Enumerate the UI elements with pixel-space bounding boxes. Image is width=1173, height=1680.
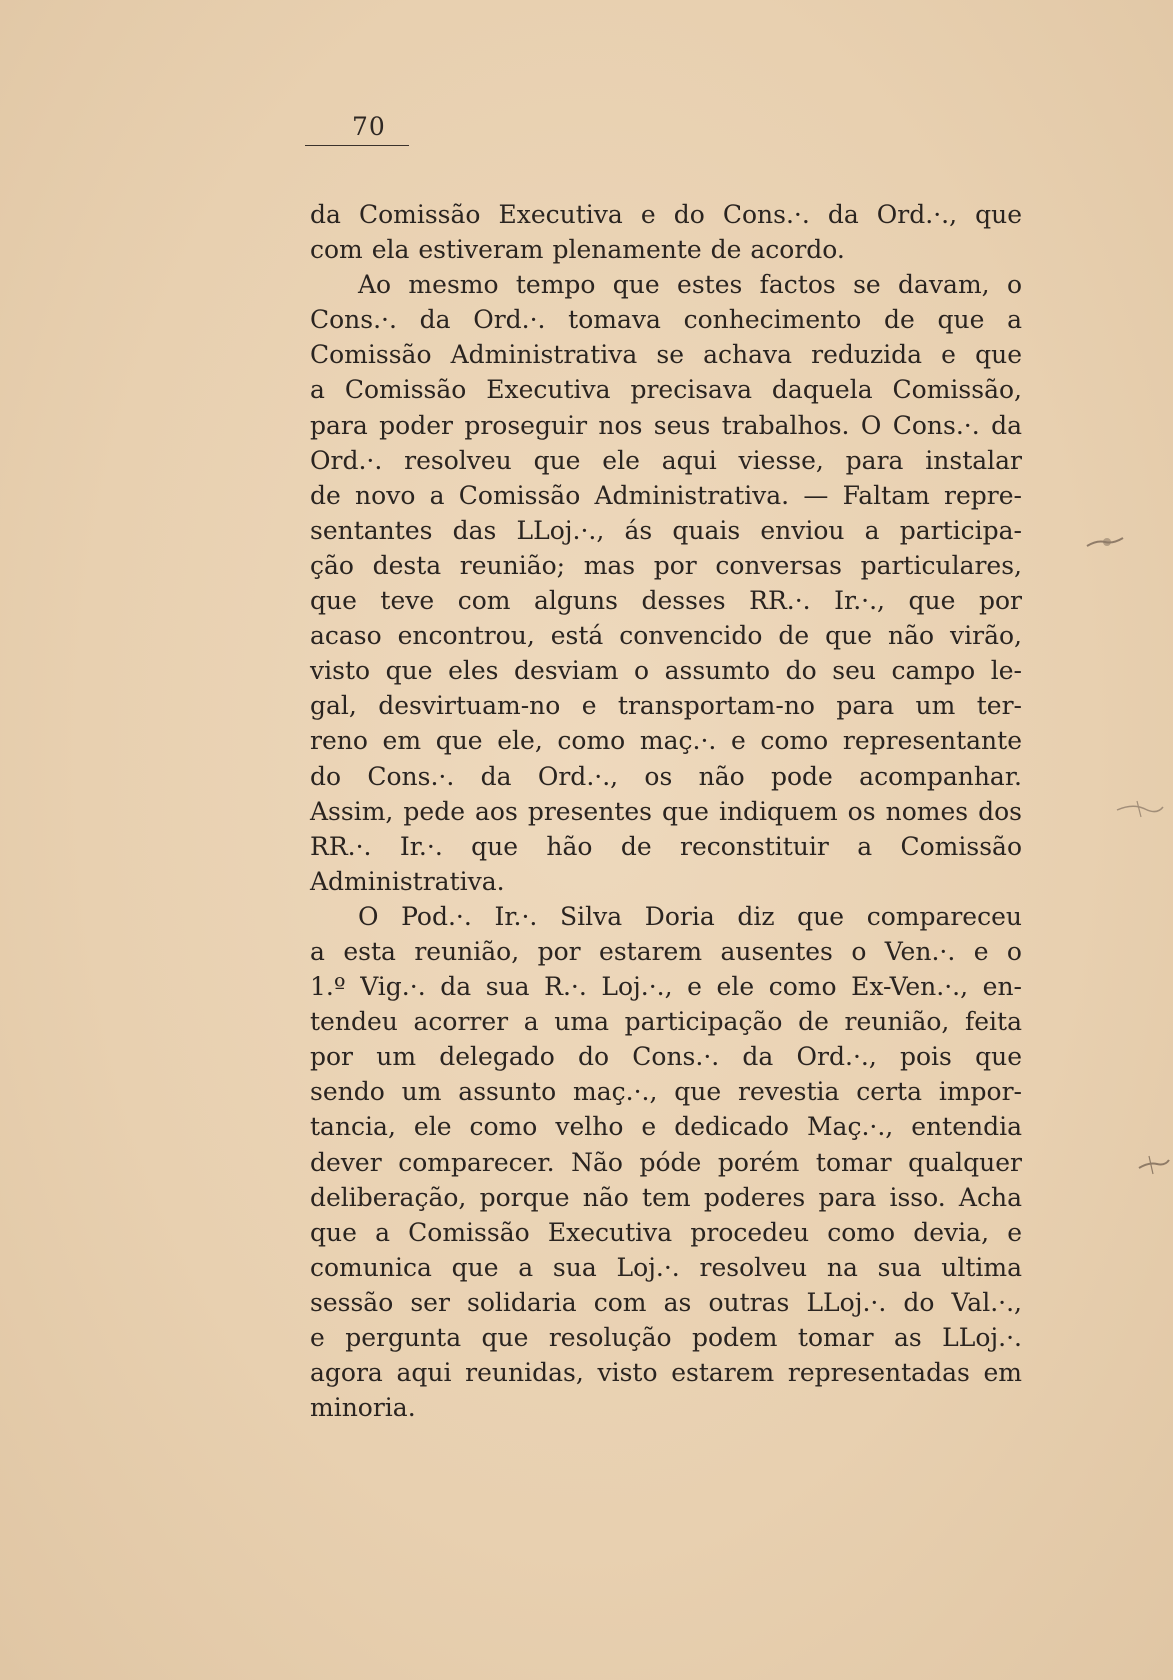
text-line: comunica que a sua Loj.·. resolveu na sua ultima xyxy=(310,1252,1022,1282)
page-number: 70 xyxy=(352,112,386,141)
text-line: ção desta reunião; mas por conversas particulares, xyxy=(310,550,1022,580)
text-line: com ela estiveram plenamente de acordo. xyxy=(310,235,845,265)
text-line: para poder proseguir nos seus trabalhos. O Cons.·. da xyxy=(310,410,1022,440)
text-line: 1.º Vig.·. da sua R.·. Loj.·., e ele como Ex-Ven.·., en- xyxy=(310,972,1022,1002)
margin-smudge-icon xyxy=(1135,1150,1171,1178)
text-line: O Pod.·. Ir.·. Silva Doria diz que compareceu xyxy=(358,901,1022,931)
text-line: RR.·. Ir.·. que hão de reconstituir a Comissão xyxy=(310,831,1022,861)
text-line: tancia, ele como velho e dedicado Maç.·., entendia xyxy=(310,1112,1022,1142)
text-line: Ord.·. resolveu que ele aqui viesse, para instalar xyxy=(310,445,1022,475)
body-text xyxy=(310,197,1022,1425)
text-line: dever comparecer. Não póde porém tomar qualquer xyxy=(310,1147,1022,1177)
text-line: sentantes das LLoj.·., ás quais enviou a participa- xyxy=(310,515,1022,545)
text-line: por um delegado do Cons.·. da Ord.·., pois que xyxy=(310,1042,1022,1072)
text-line: agora aqui reunidas, visto estarem representadas em xyxy=(310,1358,1022,1388)
text-line: minoria. xyxy=(310,1393,416,1423)
text-line: reno em que ele, como maç.·. e como representante xyxy=(310,726,1022,756)
text-line: acaso encontrou, está convencido de que não virão, xyxy=(310,621,1022,651)
margin-smudge-icon xyxy=(1085,530,1125,554)
text-line: que a Comissão Executiva procedeu como devia, e xyxy=(310,1217,1022,1247)
text-line: Administrativa. xyxy=(310,866,505,896)
text-line: de novo a Comissão Administrativa. — Faltam repre- xyxy=(310,480,1022,510)
text-line: que teve com alguns desses RR.·. Ir.·., que por xyxy=(310,586,1022,616)
text-line: tendeu acorrer a uma participação de reunião, feita xyxy=(310,1007,1022,1037)
text-line: da Comissão Executiva e do Cons.·. da Ord.·., que xyxy=(310,200,1022,229)
page-number-rule xyxy=(305,145,409,146)
text-line: Cons.·. da Ord.·. tomava conhecimento de que a xyxy=(310,305,1022,335)
text-line: Comissão Administrativa se achava reduzida e que xyxy=(310,340,1022,370)
text-line: Ao mesmo tempo que estes factos se davam, o xyxy=(358,270,1022,300)
text-line: do Cons.·. da Ord.·., os não pode acompanhar. xyxy=(310,761,1022,791)
text-line: visto que eles desviam o assumto do seu campo le- xyxy=(310,656,1022,686)
text-line: a Comissão Executiva precisava daquela Comissão, xyxy=(310,375,1022,405)
text-line: gal, desvirtuam-no e transportam-no para um ter- xyxy=(310,691,1022,721)
text-line: Assim, pede aos presentes que indiquem os nomes dos xyxy=(310,796,1022,826)
text-line: a esta reunião, por estarem ausentes o Ven.·. e o xyxy=(310,936,1022,966)
text-line: sendo um assunto maç.·., que revestia certa impor- xyxy=(310,1077,1022,1107)
text-line: e pergunta que resolução podem tomar as LLoj.·. xyxy=(310,1323,1022,1352)
text-line: sessão ser solidaria com as outras LLoj.·. do Val.·., xyxy=(310,1287,1022,1317)
margin-smudge-icon xyxy=(1115,795,1165,825)
text-line: deliberação, porque não tem poderes para isso. Acha xyxy=(310,1182,1022,1212)
